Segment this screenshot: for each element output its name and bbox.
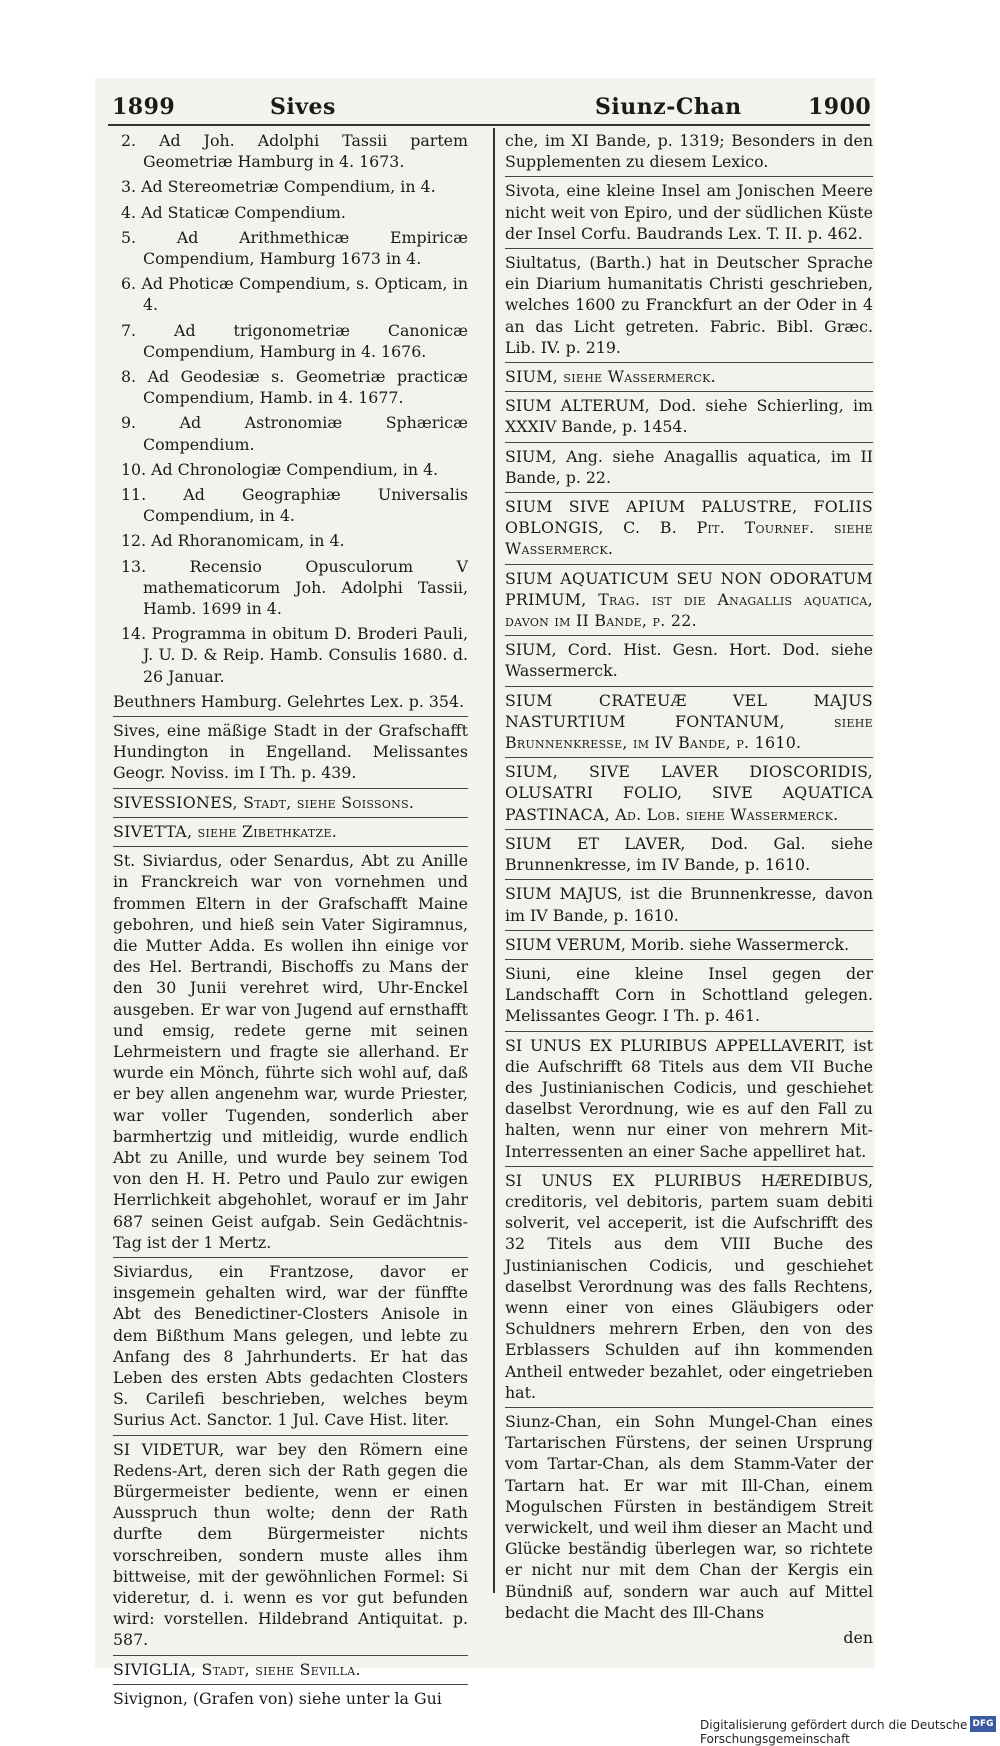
list-item: 8. Ad Geodesiæ s. Geometriæ practicæ Compendium, Hamb. in 4. 1677. bbox=[121, 367, 468, 408]
entry-sium-palustre: SIUM SIVE APIUM PALUSTRE, FOLIIS OBLONGIS, C. B. Pit. Tournef. siehe Wassermerck. bbox=[505, 492, 873, 560]
entry-sium-ang: SIUM, Ang. siehe Anagallis aquatica, im II Bande, p. 22. bbox=[505, 442, 873, 488]
entry-continued: che, im XI Bande, p. 1319; Besonders in den Supplementen zu diesem Lexico. bbox=[505, 131, 873, 172]
entry-siuni: Siuni, eine kleine Insel gegen der Landschafft Corn in Schottland gelegen. Melissantes Geogr. I Th. p. 461. bbox=[505, 959, 873, 1027]
entry-sium-aquaticum: SIUM AQUATICUM SEU NON ODORATUM PRIMUM, Trag. ist die Anagallis aquatica, davon im II Bande, p. 22. bbox=[505, 564, 873, 632]
entry-sivota: Sivota, eine kleine Insel am Jonischen Meere nicht weit von Epiro, und der südlichen Küste der Insel Corfu. Baudrands Lex. T. II. p. 462. bbox=[505, 176, 873, 244]
entry-si-videtur: SI VIDETUR, war bey den Römern eine Redens-Art, deren sich der Rath gegen die Bürgermeister bediente, wenn er einen Ausspruch thun wolte; denn der Rath durfte dem Bürgermeister nichts vorschreiben, sondern muste alles ihm bittweise, mit der gewöhnlichen Formel: Si videretur, d. i. wenn es vor gut befunden wird: vorstellen. Hildebrand Antiquitat. p. 587. bbox=[113, 1435, 468, 1651]
list-item: 9. Ad Astronomiæ Sphæricæ Compendium. bbox=[121, 413, 468, 454]
header-rule bbox=[108, 124, 870, 126]
catchword: den bbox=[843, 1628, 873, 1647]
entry-sium-verum: SIUM VERUM, Morib. siehe Wassermerck. bbox=[505, 930, 873, 955]
entry-sium-cord: SIUM, Cord. Hist. Gesn. Hort. Dod. siehe Wassermerck. bbox=[505, 635, 873, 681]
entry-sium-alterum: SIUM ALTERUM, Dod. siehe Schierling, im XXXIV Bande, p. 1454. bbox=[505, 391, 873, 437]
list-item: 7. Ad trigonometriæ Canonicæ Compendium, Hamburg in 4. 1676. bbox=[121, 320, 468, 361]
entry-sium: SIUM, siehe Wassermerck. bbox=[505, 362, 873, 387]
list-item: 14. Programma in obitum D. Broderi Pauli, J. U. D. & Reip. Hamb. Consulis 1680. d. 26 Januar. bbox=[121, 624, 468, 686]
running-title-left: Sives bbox=[270, 94, 336, 120]
dfg-logo: DFG bbox=[970, 1716, 996, 1732]
entry-siviglia: SIVIGLIA, Stadt, siehe Sevilla. bbox=[113, 1655, 468, 1680]
left-column bbox=[113, 130, 468, 1713]
digitization-credit: Digitalisierung gefördert durch die Deutsche Forschungsgemeinschaft bbox=[700, 1718, 968, 1746]
list-item: 12. Ad Rhoranomicam, in 4. bbox=[121, 531, 345, 551]
entry-sives: Sives, eine mäßige Stadt in der Grafschafft Hundington in Engelland. Melissantes Geogr. Noviss. im I Th. p. 439. bbox=[113, 716, 468, 784]
list-item: 6. Ad Photicæ Compendium, s. Opticam, in 4. bbox=[121, 274, 468, 315]
list-item: 10. Ad Chronologiæ Compendium, in 4. bbox=[121, 459, 439, 479]
list-item: 2. Ad Joh. Adolphi Tassii partem Geometriæ Hamburg in 4. 1673. bbox=[121, 131, 468, 172]
list-item: 13. Recensio Opusculorum V mathematicorum Joh. Adolphi Tassii, Hamb. 1699 in 4. bbox=[121, 556, 468, 619]
list-item: 3. Ad Stereometriæ Compendium, in 4. bbox=[121, 177, 436, 197]
entry-sivessiones: SIVESSIONES, Stadt, siehe Soissons. bbox=[113, 788, 468, 813]
entry-sivignon: Sivignon, (Grafen von) siehe unter la Gui bbox=[113, 1684, 468, 1709]
entry-siunz-chan: Siunz-Chan, ein Sohn Mungel-Chan eines Tartarischen Fürstens, der seinen Ursprung vom Tartar-Chan, als dem Stamm-Vater der Tartarn hat. Er war mit Ill-Chan, einem Mogulschen Fürsten in beständigem Streit verwickelt, und weil ihm dieser an Macht und Glücke beständig überlegen war, so richtete er nicht nur mit dem Chan der Kergis ein Bündniß auf, sondern war auch auf Mittel bedacht die Macht des Ill-Chans bbox=[505, 1407, 873, 1623]
page-number-right: 1900 bbox=[808, 94, 872, 120]
entry-si-unus-appellaverit: SI UNUS EX PLURIBUS APPELLAVERIT, ist die Aufschrifft 68 Titels aus dem VII Buche des Justinianischen Codicis, und geschiehet daselbst Verordnung, wie es auf den Fall zu halten, wenn nur einer von mehrern Mit-Interressenten an einer Sache appelliret hat. bbox=[505, 1031, 873, 1162]
page-number-left: 1899 bbox=[112, 94, 176, 120]
entry-sium-laver: SIUM, SIVE LAVER DIOSCORIDIS, OLUSATRI FOLIO, SIVE AQUATICA PASTINACA, Ad. Lob. siehe Wassermerck. bbox=[505, 757, 873, 825]
entry-sium-et-laver: SIUM ET LAVER, Dod. Gal. siehe Brunnenkresse, im IV Bande, p. 1610. bbox=[505, 829, 873, 875]
entry-siultatus: Siultatus, (Barth.) hat in Deutscher Sprache ein Diarium humanitatis Christi geschrieben, welches 1600 zu Franckfurt an der Oder in 4 an das Licht getreten. Fabric. Bibl. Græc. Lib. IV. p. 219. bbox=[505, 248, 873, 358]
list-item: 4. Ad Staticæ Compendium. bbox=[121, 202, 346, 222]
list-item: 5. Ad Arithmethicæ Empiricæ Compendium, Hamburg 1673 in 4. bbox=[121, 227, 468, 269]
list-item: 11. Ad Geographiæ Universalis Compendium, in 4. bbox=[121, 485, 468, 526]
entry-sivetta: SIVETTA, siehe Zibethkatze. bbox=[113, 817, 468, 842]
entry-siviardus: St. Siviardus, oder Senardus, Abt zu Anille in Franckreich war von vornehmen und frommen Eltern in der Grafschafft Maine gebohren, und hieß sein Vater Sigiramnus, die Mutter Adda. Es wollen ihn einige vor des Hel. Bertrandi, Bischoffs zu Mans der den 30 Junii verehret wird, Uhr-Enckel ausgeben. Er war von Jugend auf ernsthafft und emsig, redete gerne mit seinen Lehrmeistern und fragte sie allerhand. Er wurde ein Mönch, führte sich wohl auf, daß er bey allen angenehm war, wurde Priester, war voller Tugenden, sonderlich aber barmhertzig und mitleidig, wurde endlich Abt zu Anille, und wurde bey seinem Tod von den H. H. Petro und Paulo zur ewigen Herrlichkeit abgehohlet, worauf er im Jahr 687 seinen Geist aufgab. Sein Gedächtnis-Tag ist der 1 Mertz. bbox=[113, 846, 468, 1253]
source-reference: Beuthners Hamburg. Gelehrtes Lex. p. 354. bbox=[113, 691, 465, 711]
entry-siviardus-2: Siviardus, ein Frantzose, davor er insgemein gehalten wird, war der fünffte Abt des Benedictiner-Closters Anisole in dem Bißthum Mans gelegen, und lebte zu Anfang des 8 Jahrhunderts. Er hat das Leben des ersten Abts gedachten Closters S. Carilefi beschrieben, welches beym Surius Act. Sanctor. 1 Jul. Cave Hist. liter. bbox=[113, 1257, 468, 1431]
column-divider bbox=[493, 128, 495, 1593]
running-title-right: Siunz-Chan bbox=[595, 94, 742, 120]
entry-si-unus-haeredibus: SI UNUS EX PLURIBUS HÆREDIBUS, creditoris, vel debitoris, partem suam debiti solverit, vel acceperit, ist die Aufschrifft des 32 Titels aus dem VIII Buche des Justinianischen Codicis, und geschiehet daselbst Verordnung was des falls Rechtens, wenn einer von eines Gläubigers oder Schuldners mehrern Erben, den von des Erblassers Schulden auf ihn kommenden Antheil entweder bezahlet, oder eingetrieben hat. bbox=[505, 1166, 873, 1403]
entry-sium-crateuae: SIUM CRATEUÆ VEL MAJUS NASTURTIUM FONTANUM, siehe Brunnenkresse, im IV Bande, p. 1610. bbox=[505, 686, 873, 754]
entry-sium-majus: SIUM MAJUS, ist die Brunnenkresse, davon im IV Bande, p. 1610. bbox=[505, 879, 873, 925]
right-column bbox=[505, 130, 873, 1652]
